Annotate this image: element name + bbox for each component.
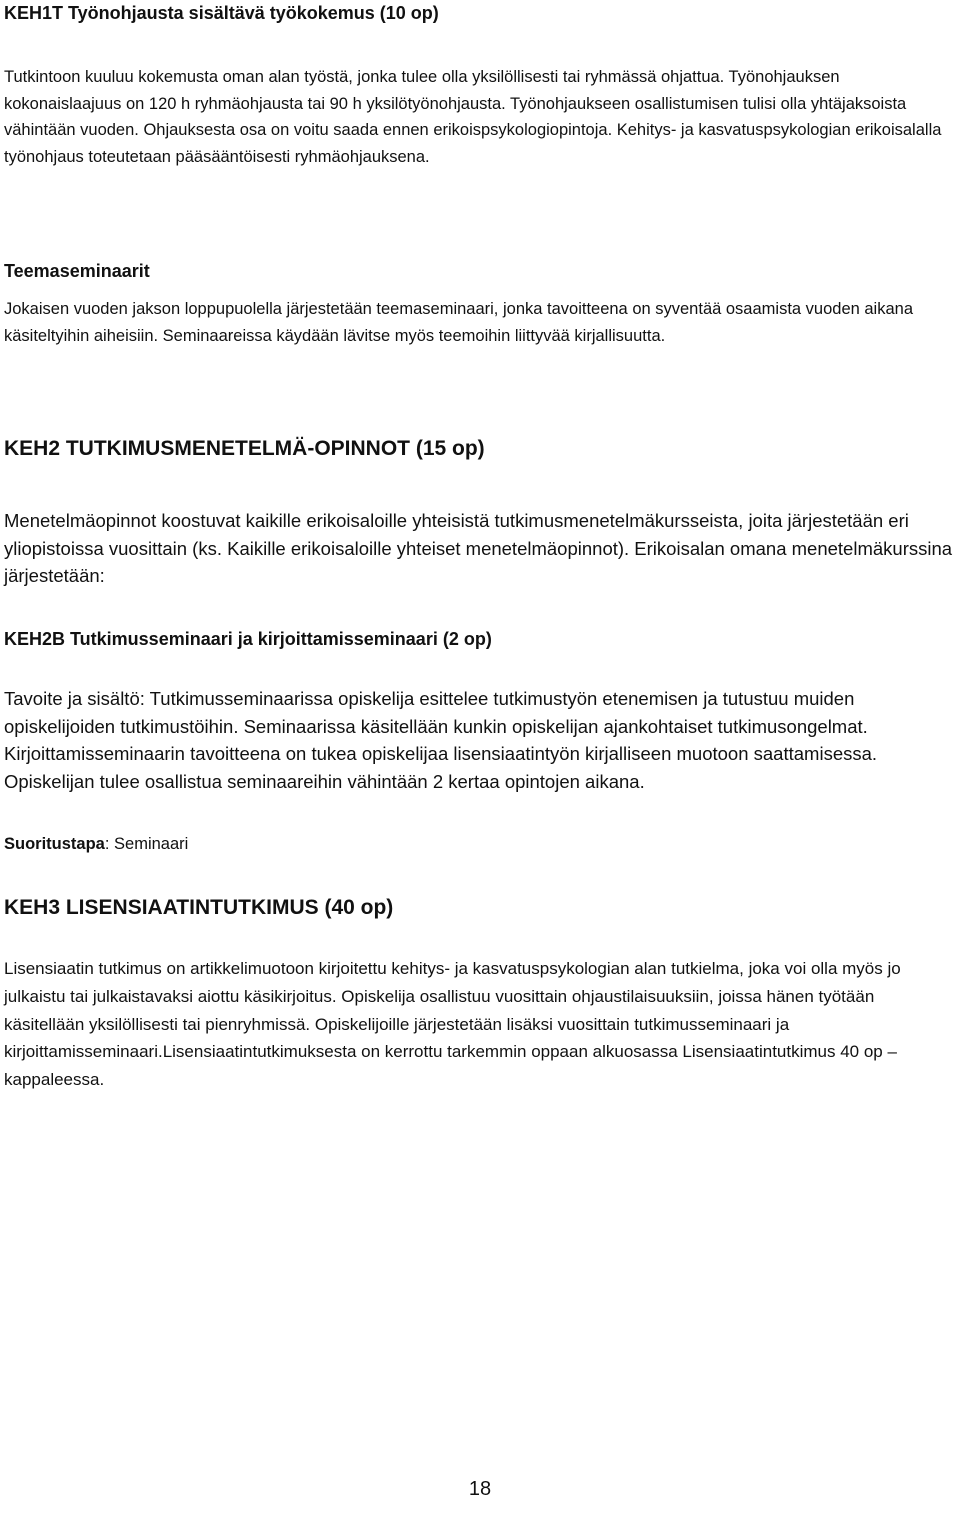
paragraph-keh2: Menetelmäopinnot koostuvat kaikille erikoisaloille yhteisistä tutkimusmenetelmäkursseista, joita järjestetään eri yliopistoissa vuosittain (ks. Kaikille erikoisaloille yhteiset menetelmäopinnot). Erikoisalan omana menetelmäkurssina järjestetään:: [4, 510, 953, 586]
heading-teemaseminaarit: Teemaseminaarit: [4, 261, 150, 281]
method-label: Suoritustapa: [4, 835, 105, 853]
method-line: [4, 831, 956, 858]
page-number: 18: [468, 1478, 492, 1500]
method-separator: :: [104, 835, 115, 853]
method-value: Seminaari: [114, 835, 189, 853]
paragraph-teemaseminaarit: Jokaisen vuoden jakson loppupuolella järjestetään teemaseminaari, jonka tavoitteena on syventää osaamista vuoden aikana käsiteltyihin aiheisiin. Seminaareissa käydään lävitse myös teemoihin liittyvää kirjallisuutta.: [4, 300, 914, 345]
heading-keh2b: KEH2B Tutkimusseminaari ja kirjoittamisseminaari (2 op): [4, 629, 492, 649]
paragraph-keh3: Lisensiaatin tutkimus on artikkelimuotoon kirjoitettu kehitys- ja kasvatuspsykologian alan tutkielma, joka voi olla myös jo julkaistu tai julkaistavaksi aiottu käsikirjoitus. Opiskelija osallistuu vuosittain ohjaustilaisuuksiin, joissa hänen työtään käsitellään yksilöllisesti tai pienryhmissä. Opiskelijoille järjestetään lisäksi vuosittain tutkimusseminaari ja kirjoittamisseminaari.Lisensiaatintutkimuksesta on kerrottu tarkemmin oppaan alkuosassa Lisensiaatintutkimus 40 op – kappaleessa.: [4, 959, 901, 1090]
heading-keh1t: KEH1T Työnohjausta sisältävä työkokemus (10 op): [4, 3, 439, 23]
paragraph-keh1t: Tutkintoon kuuluu kokemusta oman alan työstä, jonka tulee olla yksilöllisesti tai ryhmässä ohjattua. Työnohjauksen kokonaislaajuus on 120 h ryhmäohjausta tai 90 h yksilötyönohjausta. Työnohjaukseen osallistumisen tulisi olla yhtäjaksoista vähintään vuoden. Ohjauksesta osa on voitu saada ennen erikoispsykologiopintoja. Kehitys- ja kasvatuspsykologian erikoisalalla työnohjaus toteutetaan pääsääntöisesti ryhmäohjauksena.: [4, 68, 942, 166]
paragraph-keh2b: Tavoite ja sisältö: Tutkimusseminaarissa opiskelija esittelee tutkimustyön etenemisen ja tutustuu muiden opiskelijoiden tutkimustöihin. Seminaarissa käsitellään kunkin opiskelijan ajankohtaiset tutkimusongelmat. Kirjoittamisseminaarin tavoitteena on tukea opiskelijaa lisensiaatintyön kirjalliseen muotoon saattamisessa. Opiskelijan tulee osallistua seminaareihin vähintään 2 kertaa opintojen aikana.: [4, 688, 878, 792]
heading-keh3: KEH3 LISENSIAATINTUTKIMUS (40 op): [4, 896, 394, 919]
heading-keh2: KEH2 TUTKIMUSMENETELMÄ-OPINNOT (15 op): [4, 437, 485, 460]
